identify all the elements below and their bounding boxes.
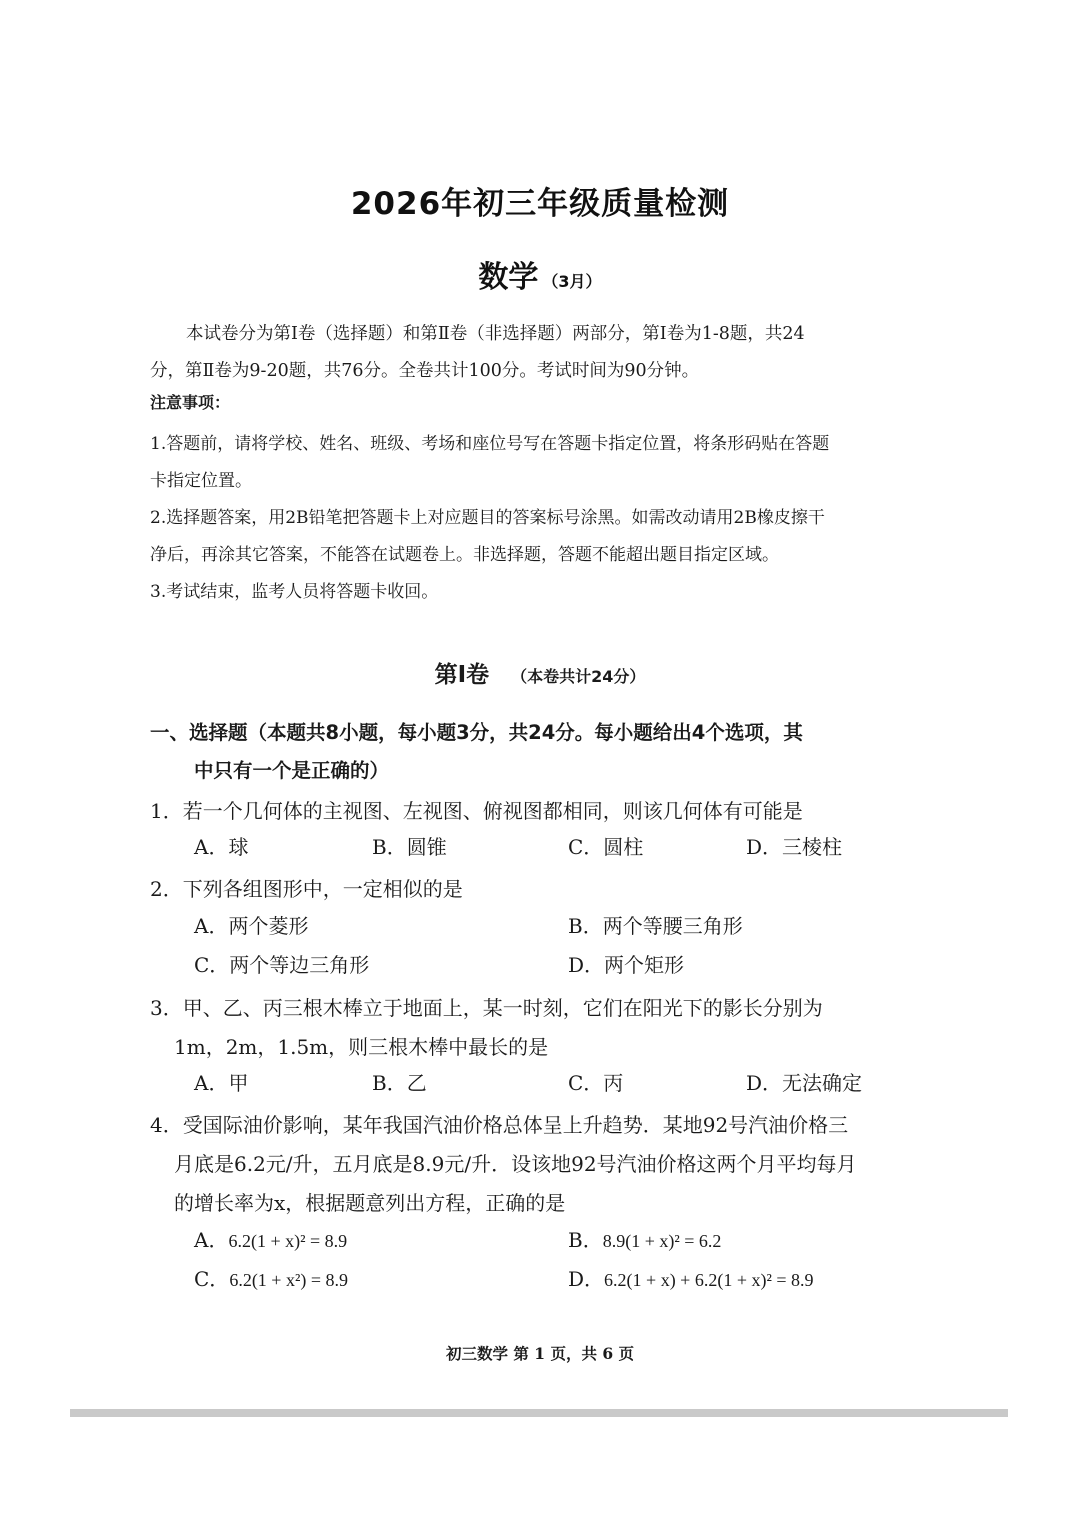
option-a: A．球 xyxy=(194,835,249,859)
note-line: 净后，再涂其它答案，不能答在试题卷上。非选择题，答题不能超出题目指定区域。 xyxy=(150,545,779,565)
section-subtitle: （本卷共计24分） xyxy=(511,667,646,686)
question-2-options xyxy=(194,910,914,988)
option-c xyxy=(194,1263,348,1292)
page-footer: 初三数学 第 1 页，共 6 页 xyxy=(445,1344,635,1363)
option-equation: 6.2(1 + x)² = 8.9 xyxy=(228,1231,348,1251)
question-stem: 2．下列各组图形中，一定相似的是 xyxy=(150,877,463,901)
option-a: A．甲 xyxy=(194,1071,249,1095)
question-4-options xyxy=(194,1224,914,1302)
notes-heading: 注意事项： xyxy=(150,393,231,412)
part-heading-line: 一、选择题（本题共8小题，每小题3分，共24分。每小题给出4个选项，其 xyxy=(150,721,803,744)
question-stem: 月底是6.2元/升，五月底是8.9元/升．设该地92号汽油价格这两个月平均每月 xyxy=(174,1152,857,1176)
option-a xyxy=(194,1224,347,1253)
option-c: C．丙 xyxy=(568,1071,624,1095)
intro-paragraph xyxy=(150,316,910,390)
option-b: B．乙 xyxy=(372,1071,427,1095)
option-label: C． xyxy=(194,1267,230,1291)
question-stem: 1m，2m，1.5m，则三根木棒中最长的是 xyxy=(174,1035,549,1059)
option-c: C．圆柱 xyxy=(568,835,644,859)
note-line: 3.考试结束，监考人员将答题卡收回。 xyxy=(150,582,439,602)
question-3 xyxy=(150,989,920,1067)
question-stem: 4．受国际油价影响，某年我国汽油价格总体呈上升趋势．某地92号汽油价格三 xyxy=(150,1113,849,1137)
question-4 xyxy=(150,1106,920,1223)
option-equation: 8.9(1 + x)² = 6.2 xyxy=(602,1231,722,1251)
note-line: 卡指定位置。 xyxy=(150,471,252,491)
option-label: A． xyxy=(194,1228,229,1252)
exam-title: 2026年初三年级质量检测 xyxy=(350,186,730,222)
option-d: D．无法确定 xyxy=(746,1071,863,1095)
note-line: 1.答题前，请将学校、姓名、班级、考场和座位号写在答题卡指定位置，将条形码贴在答题 xyxy=(150,434,830,454)
part-heading xyxy=(150,714,910,790)
option-equation: 6.2(1 + x) + 6.2(1 + x)² = 8.9 xyxy=(604,1270,814,1290)
option-d xyxy=(568,1263,814,1292)
intro-line: 本试卷分为第Ⅰ卷（选择题）和第Ⅱ卷（非选择题）两部分，第Ⅰ卷为1-8题，共24 xyxy=(186,324,805,344)
subject-heading xyxy=(0,252,1080,296)
question-stem: 3．甲、乙、丙三根木棒立于地面上，某一时刻，它们在阳光下的影长分别为 xyxy=(150,996,823,1020)
option-label: D． xyxy=(568,1267,605,1291)
notes-list xyxy=(150,426,910,611)
option-a: A．两个菱形 xyxy=(194,914,309,938)
option-b: B．圆锥 xyxy=(372,835,447,859)
option-d: D．两个矩形 xyxy=(568,953,685,977)
part-heading-line: 中只有一个是正确的） xyxy=(194,759,390,782)
subject-name: 数学 xyxy=(478,260,539,295)
option-label: B． xyxy=(568,1228,603,1252)
section-title: 第Ⅰ卷 xyxy=(434,662,490,688)
option-b xyxy=(568,1224,721,1253)
question-3-options xyxy=(194,1067,914,1106)
option-d: D．三棱柱 xyxy=(746,835,843,859)
intro-line: 分，第Ⅱ卷为9-20题，共76分。全卷共计100分。考试时间为90分钟。 xyxy=(150,361,700,381)
question-stem: 1．若一个几何体的主视图、左视图、俯视图都相同，则该几何体有可能是 xyxy=(150,799,803,823)
page-divider xyxy=(70,1409,1008,1417)
question-1 xyxy=(150,792,920,831)
question-stem: 的增长率为x，根据题意列出方程，正确的是 xyxy=(174,1191,566,1215)
option-b: B．两个等腰三角形 xyxy=(568,914,743,938)
option-c: C．两个等边三角形 xyxy=(194,953,370,977)
subject-month: （3月） xyxy=(542,272,602,291)
section-heading xyxy=(0,656,1080,689)
note-line: 2.选择题答案，用2B铅笔把答题卡上对应题目的答案标号涂黑。如需改动请用2B橡皮擦干 xyxy=(150,508,825,528)
option-equation: 6.2(1 + x²) = 8.9 xyxy=(229,1270,348,1290)
question-2 xyxy=(150,870,920,909)
question-1-options xyxy=(194,831,914,870)
